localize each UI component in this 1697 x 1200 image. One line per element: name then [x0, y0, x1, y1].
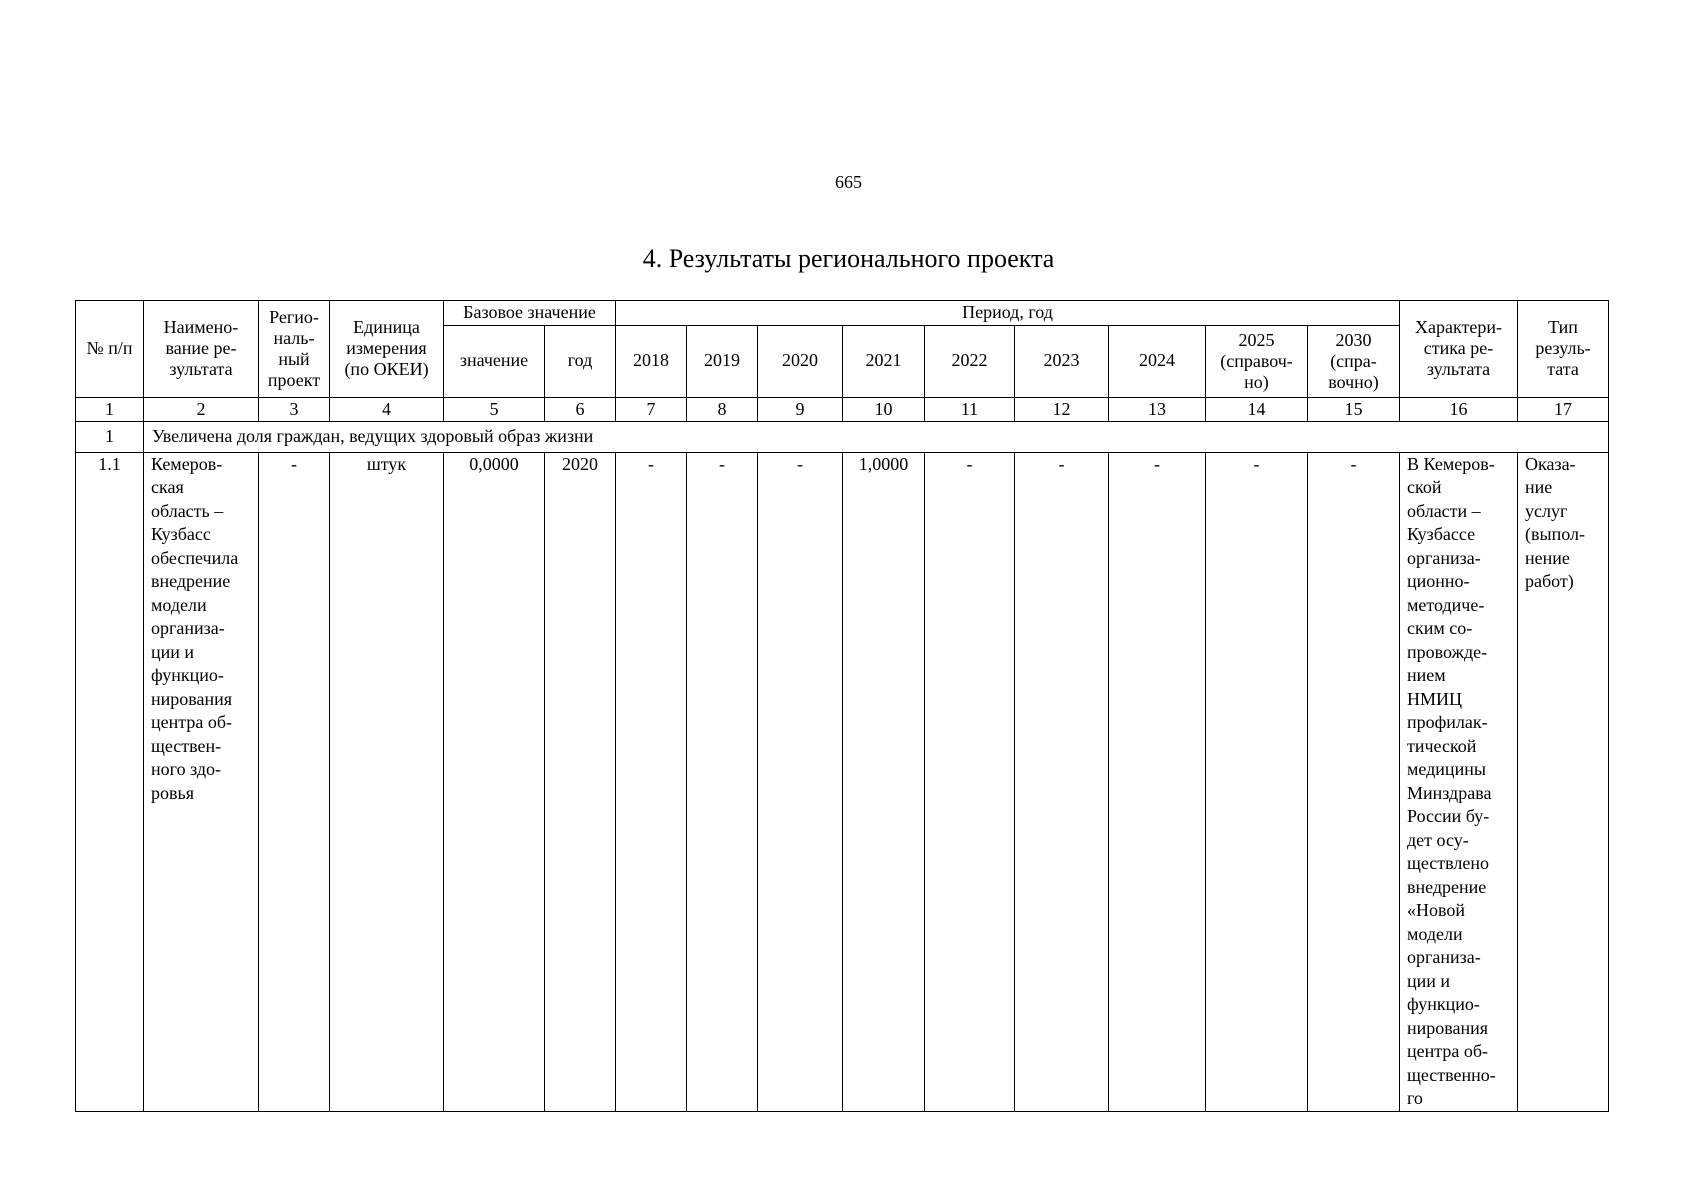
- column-number: 6: [545, 397, 616, 421]
- value-2022: -: [925, 452, 1015, 1111]
- header-year-2019: 2019: [687, 325, 758, 397]
- section-heading: Увеличена доля граждан, ведущих здоровый образ жизни: [144, 421, 1609, 452]
- column-numbers-row: [76, 397, 1609, 421]
- column-number: 17: [1518, 397, 1609, 421]
- header-year-2030: 2030 (спра- вочно): [1308, 325, 1400, 397]
- header-regional-project: Регио- наль- ный проект: [259, 301, 330, 398]
- unit-value: штук: [330, 452, 444, 1111]
- header-year-2022: 2022: [925, 325, 1015, 397]
- column-number: 13: [1109, 397, 1206, 421]
- value-2023: -: [1015, 452, 1109, 1111]
- header-year-2025: 2025 (справоч- но): [1206, 325, 1308, 397]
- header-unit: Единица измерения (по ОКЕИ): [330, 301, 444, 398]
- result-type: Оказа- ние услуг (выпол- нение работ): [1518, 452, 1609, 1111]
- column-number: 14: [1206, 397, 1308, 421]
- results-table: [75, 300, 1609, 1112]
- column-number: 4: [330, 397, 444, 421]
- value-2019: -: [687, 452, 758, 1111]
- header-year-2021: 2021: [843, 325, 925, 397]
- header-row-1: [76, 301, 1609, 326]
- value-2024: -: [1109, 452, 1206, 1111]
- value-2018: -: [616, 452, 687, 1111]
- value-2021: 1,0000: [843, 452, 925, 1111]
- header-year-2020: 2020: [758, 325, 843, 397]
- base-value: 0,0000: [444, 452, 545, 1111]
- header-year-2024: 2024: [1109, 325, 1206, 397]
- column-number: 3: [259, 397, 330, 421]
- column-number: 2: [144, 397, 259, 421]
- column-number: 12: [1015, 397, 1109, 421]
- section-number: 1: [76, 421, 144, 452]
- section-title: 4. Результаты регионального проекта: [642, 244, 1055, 273]
- row-number: 1.1: [76, 452, 144, 1111]
- column-number: 10: [843, 397, 925, 421]
- page-number: 665: [835, 172, 862, 192]
- header-name: Наимено- вание ре- зультата: [144, 301, 259, 398]
- result-name: Кемеров- ская область – Кузбасс обеспечила внедрение модели организа- ции и функцио- нирования центра об- ществен- ного здо- ровья: [144, 452, 259, 1111]
- section-row: [76, 421, 1609, 452]
- header-num: № п/п: [76, 301, 144, 398]
- column-number: 15: [1308, 397, 1400, 421]
- header-base-group: Базовое значение: [444, 301, 616, 326]
- column-number: 11: [925, 397, 1015, 421]
- header-base-year: год: [545, 325, 616, 397]
- value-2020: -: [758, 452, 843, 1111]
- value-2030: -: [1308, 452, 1400, 1111]
- result-characteristic: В Кемеров- ской области – Кузбассе организа- ционно- методиче- ским со- провожде- нием НМИЦ профилак- тической медицины Минздрава России бу- дет осу- ществлено внедрение «Новой модели организа- ции и функцио- нирования центра об- щественно- го: [1400, 452, 1518, 1111]
- header-characteristic: Характери- стика ре- зультата: [1400, 301, 1518, 398]
- header-type: Тип резуль- тата: [1518, 301, 1609, 398]
- header-year-2018: 2018: [616, 325, 687, 397]
- header-base-value: значение: [444, 325, 545, 397]
- column-number: 7: [616, 397, 687, 421]
- regional-project-value: -: [259, 452, 330, 1111]
- column-number: 9: [758, 397, 843, 421]
- column-number: 16: [1400, 397, 1518, 421]
- value-2025: -: [1206, 452, 1308, 1111]
- column-number: 1: [76, 397, 144, 421]
- base-year: 2020: [545, 452, 616, 1111]
- column-number: 8: [687, 397, 758, 421]
- table-row: [76, 452, 1609, 1111]
- column-number: 5: [444, 397, 545, 421]
- header-period-group: Период, год: [616, 301, 1400, 326]
- header-year-2023: 2023: [1015, 325, 1109, 397]
